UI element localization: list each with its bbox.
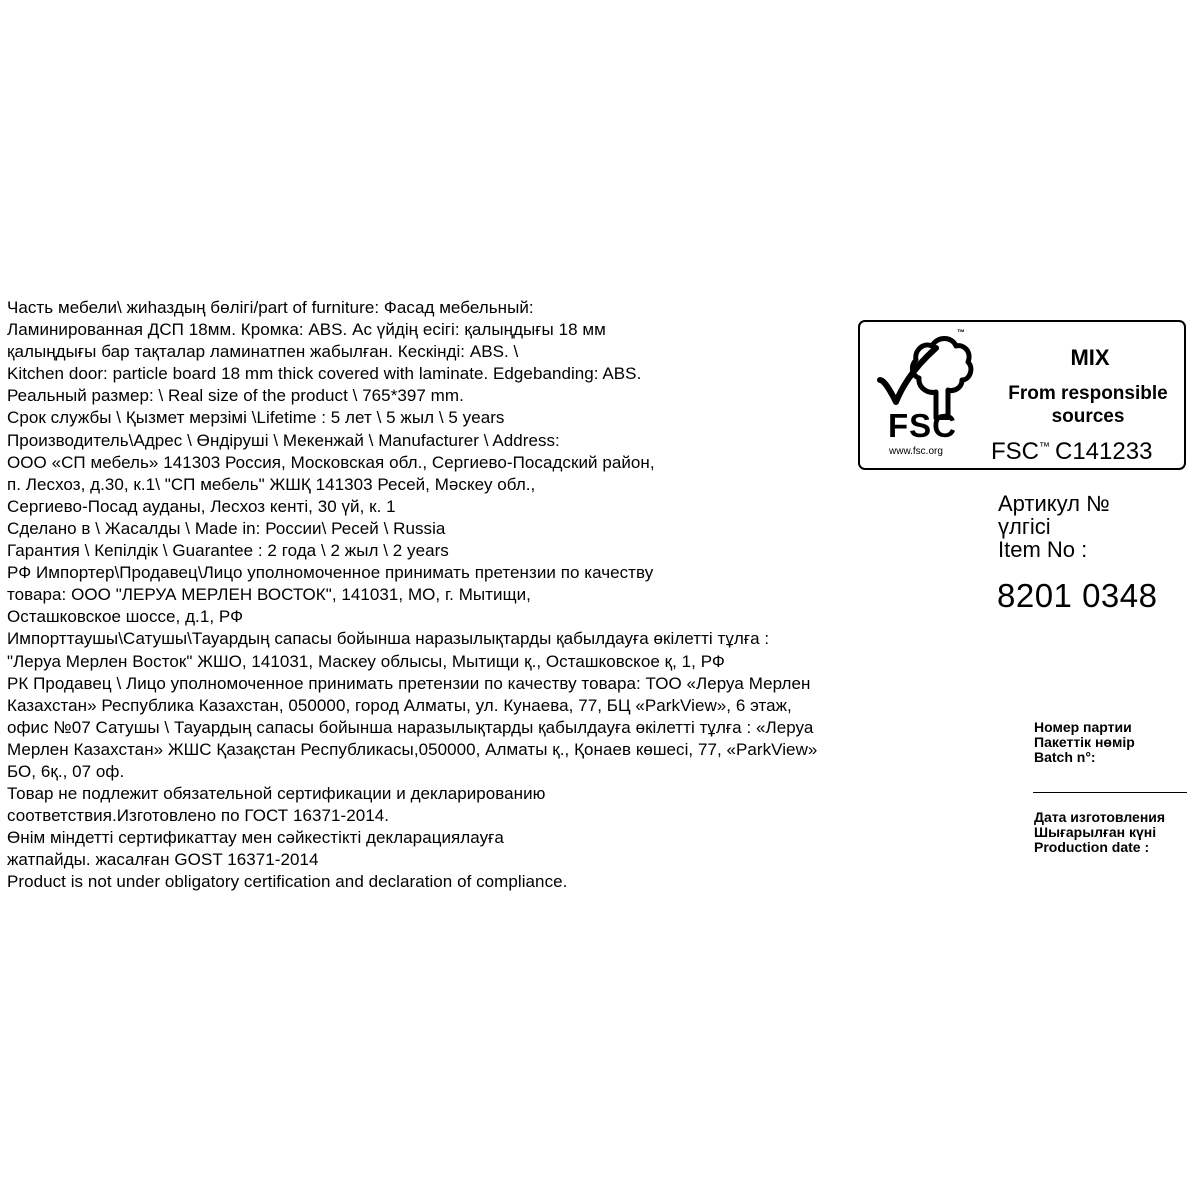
label-line: Часть мебели\ жиһаздың бөлігі/part of furniture: Фасад мебельный: — [7, 298, 534, 317]
fsc-code-prefix: FSC — [991, 438, 1039, 465]
label-line: товара: ООО "ЛЕРУА МЕРЛЕН ВОСТОК", 141031, МО, г. Мытищи, — [7, 585, 531, 605]
fsc-logo-text: FSC — [888, 407, 957, 444]
label-line: РФ Импортер\Продавец\Лицо уполномоченное принимать претензии по качеству — [7, 563, 654, 583]
label-line: Өнім міндетті сертификаттау мен сәйкестікті декларациялауға — [7, 828, 504, 848]
label-line: Мерлен Казахстан» ЖШС Қазақстан Республикасы,050000, Алматы қ., Қонаев көшесі, 77, «ParkView» — [7, 739, 818, 759]
label-line: Реальный размер: \ Real size of the product \ 765*397 mm. — [7, 386, 464, 406]
fsc-code-trademark: ™ — [1039, 441, 1050, 453]
batch-label-kz: Пакеттік нөмір — [1034, 734, 1135, 750]
label-line: Производитель\Адрес \ Өндіруші \ Мекенжай \ Manufacturer \ Address: — [7, 430, 560, 450]
article-number: 8201 0348 — [997, 577, 1158, 614]
label-line: жатпайды. жасалған GOST 16371-2014 — [7, 850, 319, 870]
fsc-certification-box — [858, 320, 1186, 470]
fsc-logo-trademark: ™ — [957, 328, 965, 337]
production-label-ru: Дата изготовления — [1034, 809, 1166, 825]
label-line: Ламинированная ДСП 18мм. Кромка: ABS. Ас үйдің есігі: қалыңдығы 18 мм — [7, 320, 606, 340]
label-line: қалыңдығы бар тақталар ламинатпен жабылған. Кескінді: ABS. \ — [7, 342, 519, 362]
fsc-mix-label: MIX — [1070, 345, 1110, 370]
article-label-en: Item No : — [998, 537, 1088, 562]
label-line: Kitchen door: particle board 18 mm thick covered with laminate. Edgebanding: ABS. — [7, 364, 642, 384]
label-line: соответствия.Изготовлено по ГОСТ 16371-2014. — [7, 806, 389, 826]
label-line: Сделано в \ Жасалды \ Made in: России\ Ресей \ Russia — [7, 518, 446, 538]
production-date-label — [1034, 810, 1165, 855]
fsc-sources-line: sources — [1051, 406, 1125, 427]
fsc-license-code — [991, 434, 1152, 465]
label-line: Казахстан» Республика Казахстан, 050000, город Алматы, ул. Кунаева, 77, БЦ «ParkView», 6 этаж, — [7, 695, 792, 715]
label-line: офис №07 Сатушы \ Тауардың сапасы бойынша наразылықтарды қабылдауға өкілетті тұлға : «Леруа — [7, 717, 814, 737]
label-line: БО, 6қ., 07 оф. — [7, 761, 125, 781]
label-line: Сергиево-Посад ауданы, Лесхоз кенті, 30 үй, к. 1 — [7, 496, 396, 516]
label-line: ООО «СП мебель» 141303 Россия, Московская обл., Сергиево-Посадский район, — [7, 452, 655, 472]
label-line: Товар не подлежит обязательной сертификации и декларированию — [7, 784, 546, 804]
article-label-ru: Артикул № — [998, 491, 1110, 516]
fsc-sources-label — [995, 382, 1181, 428]
article-label — [998, 492, 1110, 561]
batch-label-en: Batch n°: — [1034, 749, 1096, 765]
batch-number-line — [1033, 792, 1187, 793]
fsc-sources-line: From responsible — [1008, 383, 1168, 404]
production-label-en: Production date : — [1034, 839, 1150, 855]
article-label-kz: үлгісі — [998, 514, 1051, 539]
fsc-website: www.fsc.org — [889, 446, 943, 457]
batch-number-label — [1034, 720, 1135, 765]
label-line: Осташковское шоссе, д.1, РФ — [7, 607, 244, 627]
batch-label-ru: Номер партии — [1034, 719, 1132, 735]
production-label-kz: Шығарылған күні — [1034, 824, 1157, 840]
label-line: Срок службы \ Қызмет мерзімі \Lifetime : 5 лет \ 5 жыл \ 5 years — [7, 408, 505, 428]
fsc-code-number: C141233 — [1055, 438, 1153, 465]
label-line: п. Лесхоз, д.30, к.1\ "СП мебель" ЖШҚ 141303 Ресей, Мәскеу обл., — [7, 474, 536, 494]
label-line: "Леруа Мерлен Восток" ЖШО, 141031, Маскеу облысы, Мытищи қ., Осташковское қ, 1, РФ — [7, 651, 725, 671]
label-line: РК Продавец \ Лицо уполномоченное принимать претензии по качеству товара: ТОО «Леруа Мерлен — [7, 673, 811, 693]
label-line: Импорттаушы\Сатушы\Тауардың сапасы бойынша наразылықтарды қабылдауға өкілетті тұлға : — [7, 629, 770, 649]
label-line: Гарантия \ Кепілдік \ Guarantee : 2 года \ 2 жыл \ 2 years — [7, 541, 449, 561]
label-line: Product is not under obligatory certification and declaration of compliance. — [7, 872, 568, 892]
